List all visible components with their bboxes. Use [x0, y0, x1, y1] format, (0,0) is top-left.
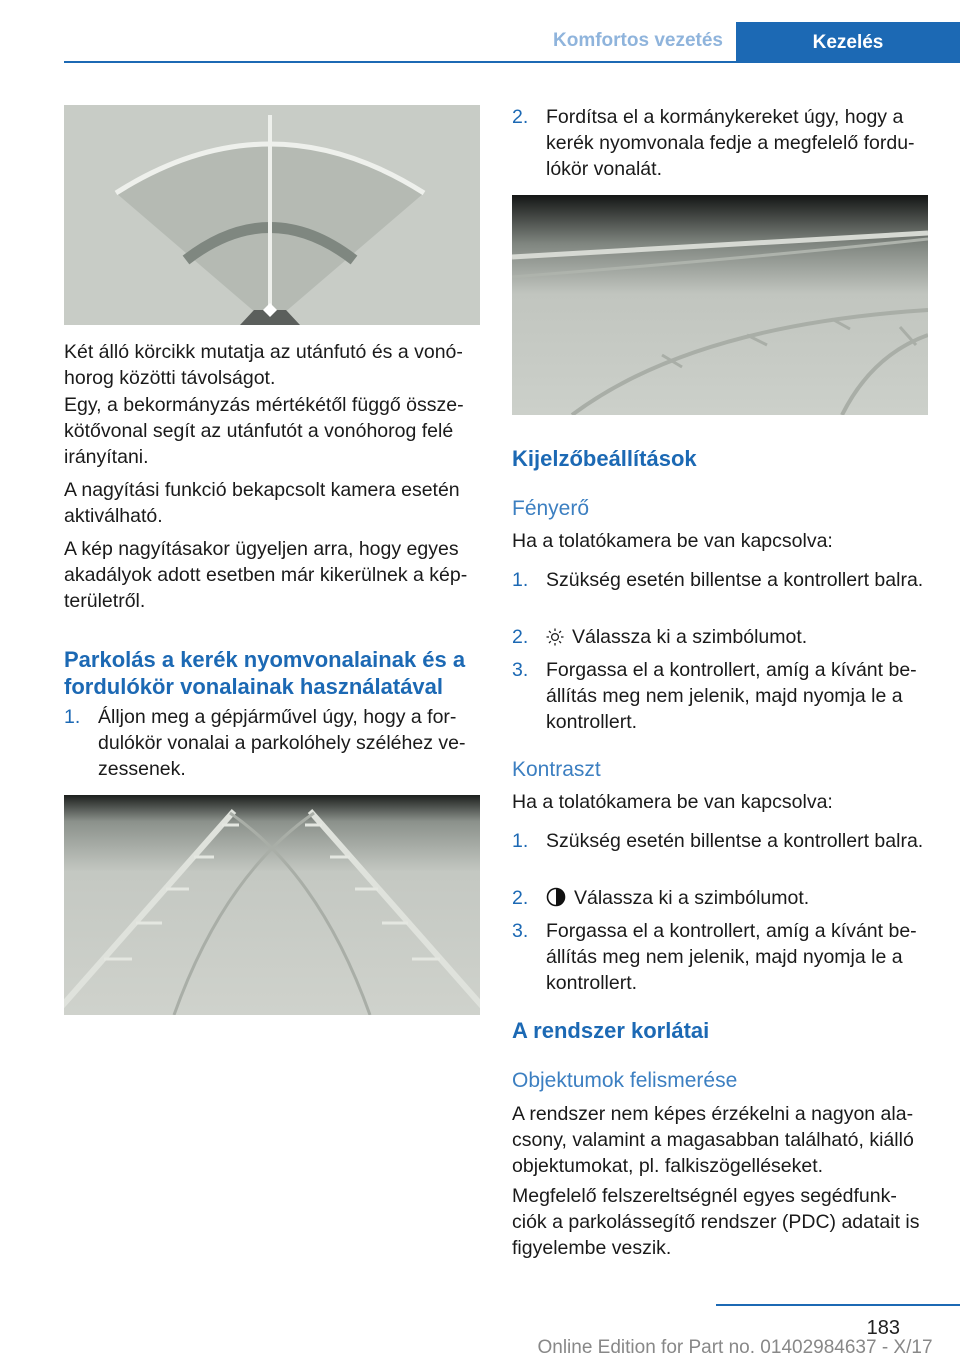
step-text: Válassza ki a szimbólumot. — [572, 626, 808, 648]
step-number: 2. — [512, 626, 529, 648]
step-1-left — [64, 704, 480, 784]
paragraph-zoom-warning: A kép nagyításakor ügyeljen arra, hogy egyes akadályok adott esetben már kikerülnek a kép-területről. — [64, 538, 468, 612]
heading-parking-lines: Parkolás a kerék nyomvonalainak és a fordulókör vonalainak használatával — [64, 647, 466, 699]
brightness-intro: Ha a tolatókamera be van kapcsolva: — [512, 530, 833, 552]
step-text: Forgassa el a kontrollert, amíg a kívánt be-állítás meg nem jelenik, majd nyomja le a kontrollert. — [546, 920, 917, 994]
paragraph-connecting-line: Egy, a bekormányzás mértékétől függő össze-kötővonal segít az utánfutót a vonóhorog felé irányítani. — [64, 394, 464, 468]
image-turning-circle-lines — [64, 795, 480, 1015]
heading-system-limits: A rendszer korlátai — [512, 1018, 710, 1043]
image-trailer-distance — [64, 105, 480, 325]
brightness-step-2 — [512, 624, 928, 650]
brightness-icon — [546, 627, 564, 653]
page-number: 183 — [866, 1317, 900, 1339]
footer-rule — [716, 1304, 960, 1306]
step-text: Álljon meg a gépjárművel úgy, hogy a for-dulókör vonalai a parkolóhely széléhez ve-zessenek. — [98, 706, 466, 780]
step-number: 2. — [512, 106, 529, 128]
step-number: 3. — [512, 659, 529, 681]
step-number: 1. — [512, 569, 529, 591]
brightness-step-1 — [512, 567, 928, 619]
paragraph-zoom-activation: A nagyítási funkció bekapcsolt kamera esetén aktiválható. — [64, 479, 460, 527]
step-number: 3. — [512, 920, 529, 942]
step-number: 1. — [64, 706, 81, 728]
step-number: 2. — [512, 887, 529, 909]
header-rule — [64, 61, 960, 63]
step-number: 1. — [512, 830, 529, 852]
step-text: Válassza ki a szimbólumot. — [574, 887, 810, 909]
image-wheel-track-lines — [512, 195, 928, 415]
step-text: Forgassa el a kontrollert, amíg a kívánt be-állítás meg nem jelenik, majd nyomja le a kontrollert. — [546, 659, 917, 733]
header-section: Komfortos vezetés — [553, 30, 723, 51]
step-text: Fordítsa el a kormánykereket úgy, hogy a kerék nyomvonala fedje a megfelelő fordu-lókör vonalát. — [546, 106, 915, 180]
step-text: Szükség esetén billentse a kontrollert balra. — [546, 569, 924, 591]
contrast-intro: Ha a tolatókamera be van kapcsolva: — [512, 791, 833, 813]
step-content — [546, 885, 928, 914]
contrast-step-3 — [512, 918, 928, 998]
paragraph-distance-sectors: Két álló körcikk mutatja az utánfutó és a vonó-horog közötti távolságot. — [64, 341, 463, 389]
subheading-contrast: Kontraszt — [512, 758, 601, 781]
subheading-object-detection: Objektumok felismerése — [512, 1069, 738, 1092]
contrast-icon — [546, 887, 566, 914]
brightness-step-3 — [512, 657, 928, 737]
subheading-brightness: Fényerő — [512, 497, 590, 520]
contrast-step-1 — [512, 828, 928, 880]
header-chapter: Kezelés — [736, 22, 960, 63]
edition-watermark: Online Edition for Part no. 01402984637 - X/17 — [537, 1337, 933, 1358]
paragraph-pdc-data: Megfelelő felszereltségnél egyes segédfunk-ciók a parkolássegítő rendszer (PDC) adatait is figyelembe veszik. — [512, 1185, 920, 1259]
paragraph-object-limits: A rendszer nem képes érzékelni a nagyon ala-csony, valamint a magasabban található, kiálló objektumokat, pl. falkiszögelléseket. — [512, 1103, 914, 1177]
contrast-step-2 — [512, 885, 928, 911]
step-text: Szükség esetén billentse a kontrollert balra. — [546, 830, 924, 852]
heading-display-settings: Kijelzőbeállítások — [512, 446, 697, 471]
step-2-right — [512, 104, 928, 184]
step-content — [546, 624, 928, 653]
